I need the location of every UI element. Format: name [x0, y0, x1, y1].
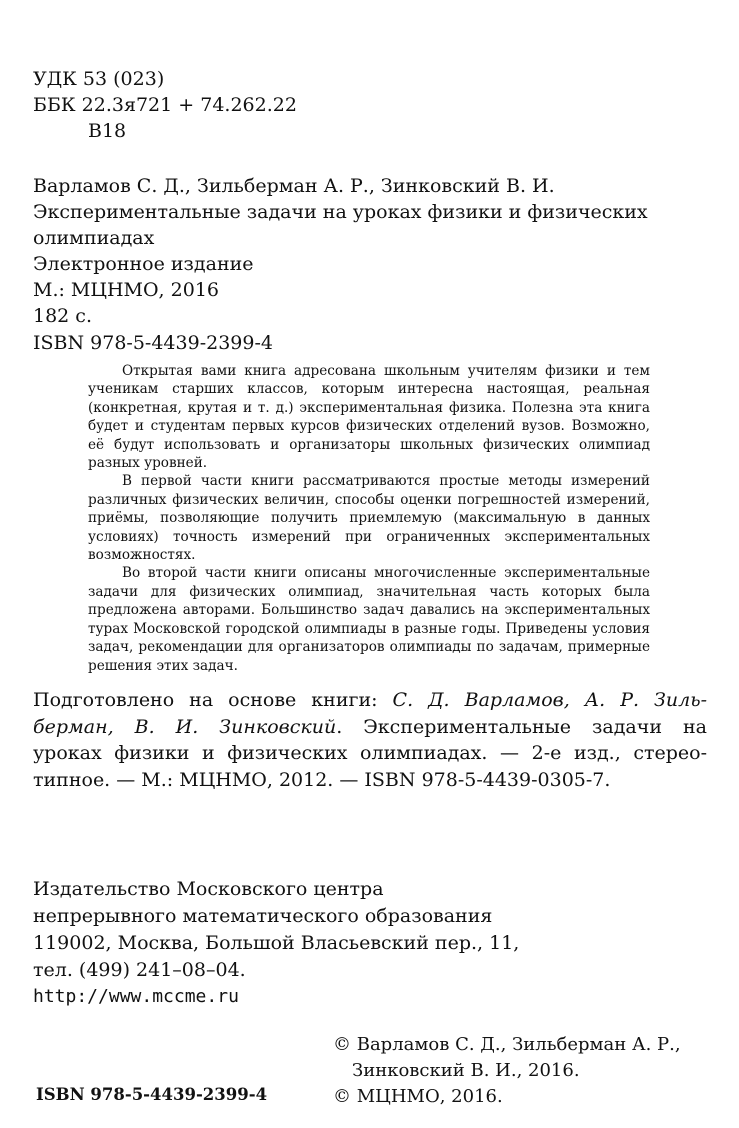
annotation-paragraph: В первой части книги рассматриваются простые методы измерений различных физических величин, способы оценки погрешностей измерений, приёмы, позволяющие получить приемлемую (максимальную в данных условиях) точность измерений при ограниченных экспериментальных возможностях.	[88, 473, 650, 564]
source-note	[33, 687, 707, 793]
publisher-name-line2: непрерывного математического образования	[33, 905, 493, 927]
publisher-year: М.: МЦНМО, 2016	[33, 279, 219, 301]
bbk-code: ББК 22.3я721 + 74.262.22	[33, 94, 297, 116]
source-note-line: уроках физики и физических олимпиадах. — 2-е изд., стерео-	[33, 742, 707, 765]
publisher-phone: тел. (499) 241–08–04.	[33, 959, 246, 981]
copyright-authors-cont: Зинковский В. И., 2016.	[352, 1060, 580, 1081]
publisher-address: 119002, Москва, Большой Власьевский пер., 11,	[33, 932, 520, 954]
edition-type: Электронное издание	[33, 253, 254, 275]
publisher-name-line1: Издательство Московского центра	[33, 878, 384, 900]
footer-isbn: ISBN 978-5-4439-2399-4	[36, 1085, 268, 1104]
book-title-line1: Экспериментальные задачи на уроках физики и физических	[33, 201, 648, 223]
isbn: ISBN 978-5-4439-2399-4	[33, 332, 273, 354]
annotation-paragraph: Во второй части книги описаны многочисленные экспериментальные задачи для физических олимпиад, значительная часть которых была предложена авторами. Большинство задач давались на экспериментальных турах Московской городской олимпиады в разные годы. Приведены условия задач, рекомендации для организаторов олимпиады по задачам, примерные решения этих задач.	[88, 565, 650, 674]
source-note-line: типное. — М.: МЦНМО, 2012. — ISBN 978-5-4439-0305-7.	[33, 768, 611, 791]
author-mark: В18	[88, 120, 127, 142]
publisher-url[interactable]: http://www.mccme.ru	[33, 986, 239, 1007]
authors: Варламов С. Д., Зильберман А. Р., Зинковский В. И.	[33, 175, 555, 197]
page-count: 182 с.	[33, 305, 92, 327]
source-note-line: Подготовлено на основе книги: С. Д. Варламов, А. Р. Зиль-	[33, 689, 707, 711]
source-note-line: берман, В. И. Зинковский. Экспериментальные задачи на	[33, 715, 707, 738]
annotation-paragraph: Открытая вами книга адресована школьным учителям физики и тем ученикам старших классов, которым интересна настоящая, реальная (конкретная, крутая и т. д.) экспериментальная физика. Полезна эта книга будет и студентам первых курсов физических отделений вузов. Возможно, её будут использовать и организаторы школьных физических олимпиад разных уровней.	[88, 363, 650, 472]
annotation	[88, 362, 650, 675]
book-title-line2: олимпиадах	[33, 227, 155, 249]
udk-code: УДК 53 (023)	[33, 68, 165, 90]
copyright-publisher: © МЦНМО, 2016.	[333, 1086, 503, 1107]
copyright-authors: © Варламов С. Д., Зильберман А. Р.,	[333, 1034, 681, 1055]
